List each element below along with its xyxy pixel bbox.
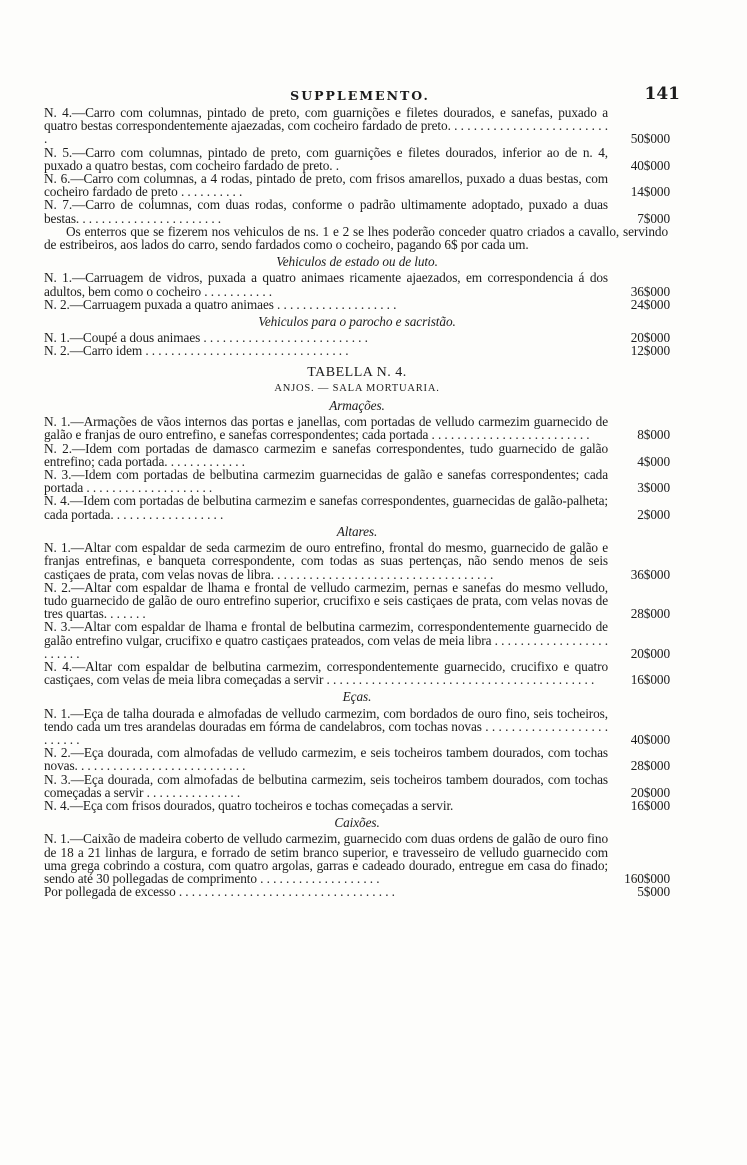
- list-item: [44, 746, 670, 772]
- item-price: 4$000: [637, 453, 670, 469]
- section-heading: Vehiculos de estado ou de luto.: [276, 254, 438, 270]
- item-price: 36$000: [630, 283, 670, 299]
- item-price: 2$000: [637, 506, 670, 522]
- list-item: [44, 832, 670, 885]
- item-description: N. 3.—Idem com portadas de belbutina carmezim guarnecidas de galão e sanefas correspondentes; cada portada . . . . . . . . . . . . . . . . . . . .: [44, 467, 608, 496]
- item-price: 3$000: [637, 480, 670, 496]
- item-price: 5$000: [637, 884, 670, 900]
- item-description: N. 4.—Eça com frisos dourados, quatro tocheiros e tochas começadas a servir.: [44, 797, 454, 813]
- section-heading: Armações.: [329, 398, 385, 414]
- list-item: [44, 660, 670, 686]
- page-content: [44, 106, 670, 898]
- list-item: [44, 468, 670, 494]
- item-description: N. 2.—Carruagem puxada a quatro animaes . . . . . . . . . . . . . . . . . . .: [44, 296, 397, 312]
- list-item: [44, 773, 670, 799]
- running-title: SUPPLEMENTO.: [290, 88, 430, 103]
- item-price: 20$000: [630, 330, 670, 346]
- item-description: N. 1.—Eça de talha dourada e almofadas de velludo carmezim, com bordados de ouro fino, seis tocheiros, tendo cada um tres arandelas douradas em fórma de candelabros, com tochas novas . . . . . . . . . . . . . . . . . . . . . . . . .: [44, 705, 608, 747]
- item-price: 40$000: [630, 157, 670, 173]
- section-heading: Caixões.: [334, 815, 380, 831]
- item-price: 16$000: [630, 672, 670, 688]
- item-price: 40$000: [630, 731, 670, 747]
- item-description: N. 6.—Carro com columnas, a 4 rodas, pintado de preto, com frisos amarellos, puxado a duas bestas, com cocheiro fardado de preto . . . . . . . . . .: [44, 171, 608, 200]
- list-item: [44, 707, 670, 747]
- list-item: [44, 198, 670, 224]
- list-item: [44, 442, 670, 468]
- list-item: [44, 885, 670, 898]
- item-description: N. 1.—Carruagem de vidros, puxada a quatro animaes ricamente ajaezados, em correspondencia á dos adultos, bem como o cocheiro . . . . . . . . . . .: [44, 270, 608, 299]
- list-item: [44, 271, 670, 297]
- item-description: N. 1.—Armações de vãos internos das portas e janellas, com portadas de velludo carmezim guarnecido de galão e franjas de ouro entrefino, e sanefas correspondentes; cada portada . . . . . . . . . . . . . . . . . . . . . . . . .: [44, 414, 608, 443]
- item-description: N. 4.—Carro com columnas, pintado de preto, com guarnições e filetes dourados, e sanefas, puxado a quatro bestas correspondentemente ajaezadas, com cocheiro fardado de preto. . . . . . . . . . . . . . . . . . . . . . . . . .: [44, 105, 608, 147]
- item-description: N. 5.—Carro com columnas, pintado de preto, com guarnições e filetes dourados, inferior ao de n. 4, puxado a quatro bestas, com cocheiro fardado de preto. .: [44, 144, 608, 173]
- item-description: N. 2.—Altar com espaldar de lhama e frontal de velludo carmezim, pernas e sanefas do mesmo velludo, tudo guarnecido de galão de ouro entrefino superior, crucifixo e seis castiçaes de prata, com velas novas de tres quartas. . . . . . .: [44, 579, 608, 622]
- section-heading: Eças.: [342, 689, 372, 705]
- list-item: [44, 344, 670, 357]
- table-title: TABELLA N. 4.: [307, 364, 407, 380]
- item-description: N. 1.—Caixão de madeira coberto de velludo carmezim, guarnecido com duas ordens de galão de ouro fino de 18 a 21 linhas de largura, e forrado de setim branco superior, e travesseiro de velludo guarnecido com uma grega cobrindo a costura, com quatro argolas, garras e cadeado dourado, entregue em casa do finado; sendo até 30 pollegadas de comprimento . . . . . . . . . . . . . . . . . . .: [44, 831, 608, 886]
- item-price: 160$000: [624, 870, 670, 886]
- section-heading: Altares.: [336, 523, 378, 539]
- item-price: 16$000: [630, 797, 670, 813]
- item-description: N. 2.—Carro idem . . . . . . . . . . . . . . . . . . . . . . . . . . . . . . . .: [44, 343, 349, 359]
- list-item: [44, 541, 670, 581]
- item-price: 28$000: [630, 606, 670, 622]
- section-heading: Vehiculos para o parocho e sacristão.: [258, 314, 456, 330]
- item-description: N. 3.—Eça dourada, com almofadas de belbutina carmezim, seis tocheiros tambem dourados, com tochas começadas a servir . . . . . . . . . . . . . . .: [44, 771, 608, 800]
- item-description: N. 4.—Idem com portadas de belbutina carmezim e sanefas correspondentes, guarnecidas de galão-palheta; cada portada. . . . . . . . . . . . . . . . . .: [44, 493, 608, 522]
- item-description: N. 1.—Altar com espaldar de seda carmezim de ouro entrefino, frontal do mesmo, guarnecido de galão e franjas entrefinas, e banqueta correspondente, com todas as suas pertenças, não sendo menos de seis castiçaes de prata, com velas novas de libra. . . . . . . . . . . . . . . . . . . . . . . . . . . . . . . . . . .: [44, 540, 608, 582]
- item-price: 20$000: [630, 645, 670, 661]
- item-description: N. 3.—Altar com espaldar de lhama e frontal de belbutina carmezim, correspondentemente guarnecido de galão entrefino vulgar, crucifixo e quatro castiçaes prateados, com velas de meia libra . . . . . . . . . . . . . . . . . . . . . . . .: [44, 619, 608, 661]
- list-item: [44, 620, 670, 660]
- item-price: 28$000: [630, 758, 670, 774]
- list-item: [44, 106, 670, 146]
- item-price: 36$000: [630, 566, 670, 582]
- item-description: N. 7.—Carro de columnas, com duas rodas, conforme o padrão ultimamente adoptado, puxado a duas bestas. . . . . . . . . . . . . . . . . . . . . . .: [44, 197, 608, 226]
- item-price: 50$000: [630, 131, 670, 147]
- item-price: 24$000: [630, 296, 670, 312]
- item-description: Por pollegada de excesso . . . . . . . . . . . . . . . . . . . . . . . . . . . . . . . . . .: [44, 884, 395, 900]
- item-price: 14$000: [630, 184, 670, 200]
- item-price: 7$000: [637, 210, 670, 226]
- item-description: N. 1.—Coupé a dous animaes . . . . . . . . . . . . . . . . . . . . . . . . . .: [44, 330, 368, 346]
- item-price: 12$000: [630, 343, 670, 359]
- list-item: [44, 581, 670, 621]
- page-number: 141: [644, 84, 680, 104]
- list-item: [44, 298, 670, 311]
- page-header: [40, 84, 680, 106]
- item-description: N. 2.—Eça dourada, com almofadas de velludo carmezim, e seis tocheiros tambem dourados, com tochas novas. . . . . . . . . . . . . . . . . . . . . . . . . . .: [44, 745, 608, 774]
- item-description: N. 4.—Altar com espaldar de belbutina carmezim, correspondentemente guarnecido, crucifixo e quatro castiçaes, com velas de meia libra começadas a servir . . . . . . . . . . . . . . . . . . . . . . . . . . . . . . . . . . . . . . . . . .: [44, 658, 608, 688]
- list-item: [44, 172, 670, 198]
- note-paragraph: Os enterros que se fizerem nos vehiculos de ns. 1 e 2 se lhes poderão conceder quatro criados a cavallo, servindo de estribeiros, aos lados do carro, sendo fardados como o cocheiro, pagando 6$ por cada um.: [44, 223, 668, 253]
- list-item: [44, 494, 670, 520]
- item-price: 20$000: [630, 784, 670, 800]
- list-item: [44, 146, 670, 172]
- list-item: [44, 799, 670, 812]
- list-item: [44, 415, 670, 441]
- item-price: 8$000: [637, 427, 670, 443]
- item-description: N. 2.—Idem com portadas de damasco carmezim e sanefas correspondentes, tudo guarnecido de galão entrefino; cada portada. . . . . . . . . . . . .: [44, 440, 608, 469]
- table-subtitle: ANJOS. — SALA MORTUARIA.: [274, 382, 440, 394]
